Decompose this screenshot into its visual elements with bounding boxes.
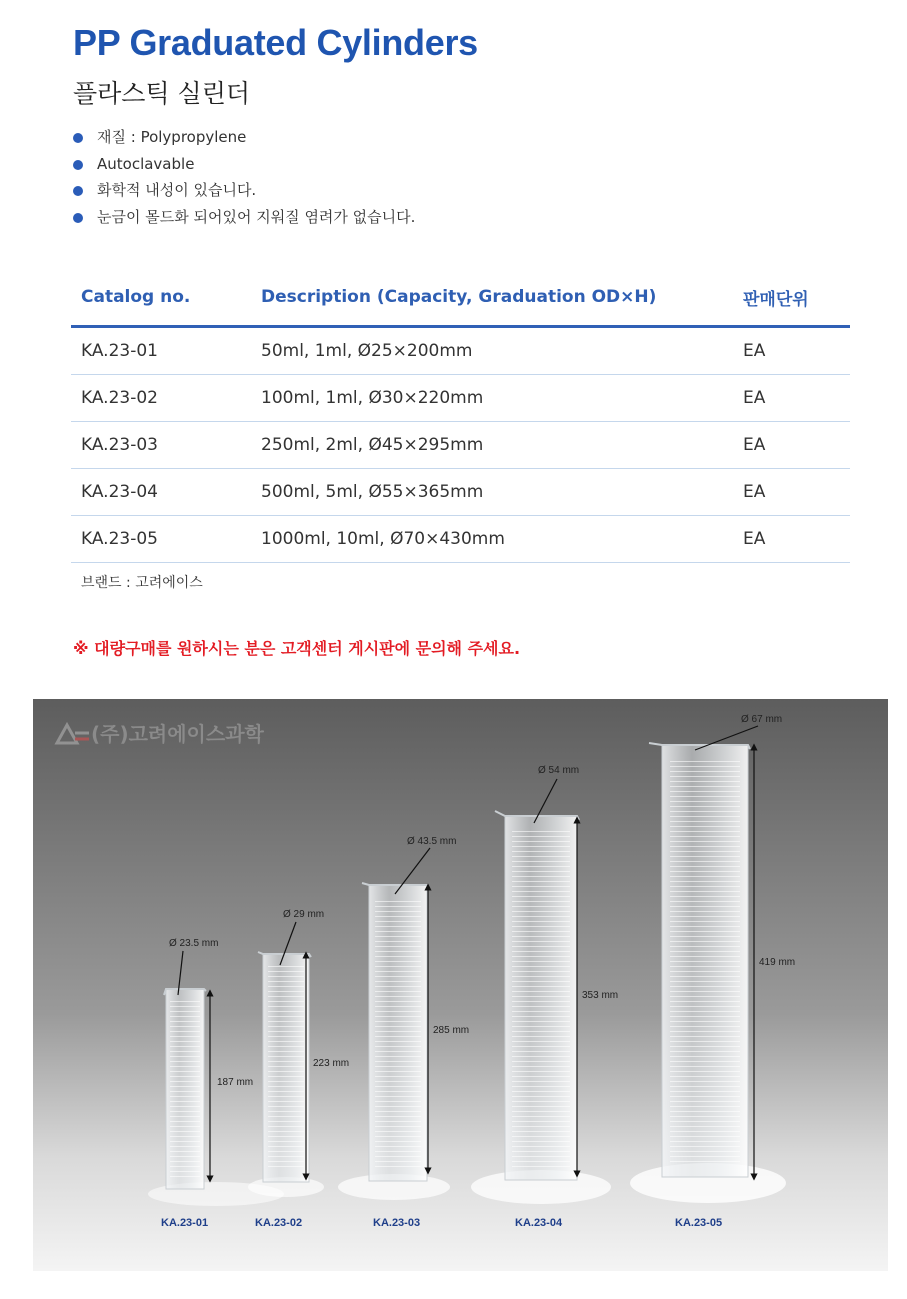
cell-description: 100ml, 1ml, Ø30×220mm [251, 375, 733, 422]
cylinder-4-diameter: Ø 54 mm [538, 765, 580, 776]
feature-item-autoclavable: Autoclavable [73, 153, 415, 180]
table-header-row [71, 275, 850, 327]
cell-unit: EA [733, 469, 850, 516]
cylinder-3-catalog: KA.23-03 [373, 1217, 421, 1229]
cylinder-5-catalog: KA.23-05 [675, 1217, 723, 1229]
header-unit: 판매단위 [733, 275, 850, 327]
cylinder-1-diameter: Ø 23.5 mm [169, 938, 219, 949]
table-row [71, 327, 850, 375]
cylinder-2-height: 223 mm [313, 1058, 350, 1069]
cell-description: 250ml, 2ml, Ø45×295mm [251, 422, 733, 469]
table-row [71, 469, 850, 516]
bulk-order-notice: ※ 대량구매를 원하시는 분은 고객센터 게시판에 문의해 주세요. [73, 639, 521, 658]
feature-item-molded-graduation: 눈금이 몰드화 되어있어 지워질 염려가 없습니다. [73, 206, 415, 233]
table-row [71, 516, 850, 563]
cell-description: 1000ml, 10ml, Ø70×430mm [251, 516, 733, 563]
brand-text: 브랜드 : 고려에이스 [81, 575, 203, 591]
cell-catalog: KA.23-04 [71, 469, 251, 516]
cell-description: 50ml, 1ml, Ø25×200mm [251, 327, 733, 375]
cell-unit: EA [733, 375, 850, 422]
cell-catalog: KA.23-05 [71, 516, 251, 563]
feature-item-material: 재질 : Polypropylene [73, 126, 415, 153]
page-subtitle: 플라스틱 실린더 [73, 79, 250, 108]
cylinder-3-height: 285 mm [433, 1025, 470, 1036]
cell-unit: EA [733, 516, 850, 563]
product-photo [33, 699, 888, 1271]
spec-table [71, 275, 850, 563]
cell-catalog: KA.23-03 [71, 422, 251, 469]
cylinder-5-diameter: Ø 67 mm [741, 714, 783, 725]
feature-list [73, 126, 415, 232]
cylinder-5-height: 419 mm [759, 957, 796, 968]
cell-catalog: KA.23-02 [71, 375, 251, 422]
feature-item-chemical-resistance: 화학적 내성이 있습니다. [73, 179, 415, 206]
cell-unit: EA [733, 422, 850, 469]
header-catalog: Catalog no. [71, 275, 251, 327]
cylinder-1-catalog: KA.23-01 [161, 1217, 209, 1229]
cell-unit: EA [733, 327, 850, 375]
cylinder-4-catalog: KA.23-04 [515, 1217, 563, 1229]
page-title: PP Graduated Cylinders [73, 22, 478, 63]
cylinder-3-diameter: Ø 43.5 mm [407, 836, 457, 847]
cell-catalog: KA.23-01 [71, 327, 251, 375]
table-row [71, 375, 850, 422]
cell-description: 500ml, 5ml, Ø55×365mm [251, 469, 733, 516]
cylinder-2-catalog: KA.23-02 [255, 1217, 303, 1229]
table-row [71, 422, 850, 469]
cylinder-4-height: 353 mm [582, 990, 619, 1001]
cylinder-2-diameter: Ø 29 mm [283, 909, 325, 920]
cylinder-1-height: 187 mm [217, 1077, 254, 1088]
watermark-text: (주)고려에이스과학 [91, 722, 264, 746]
header-description: Description (Capacity, Graduation OD×H) [251, 275, 733, 327]
